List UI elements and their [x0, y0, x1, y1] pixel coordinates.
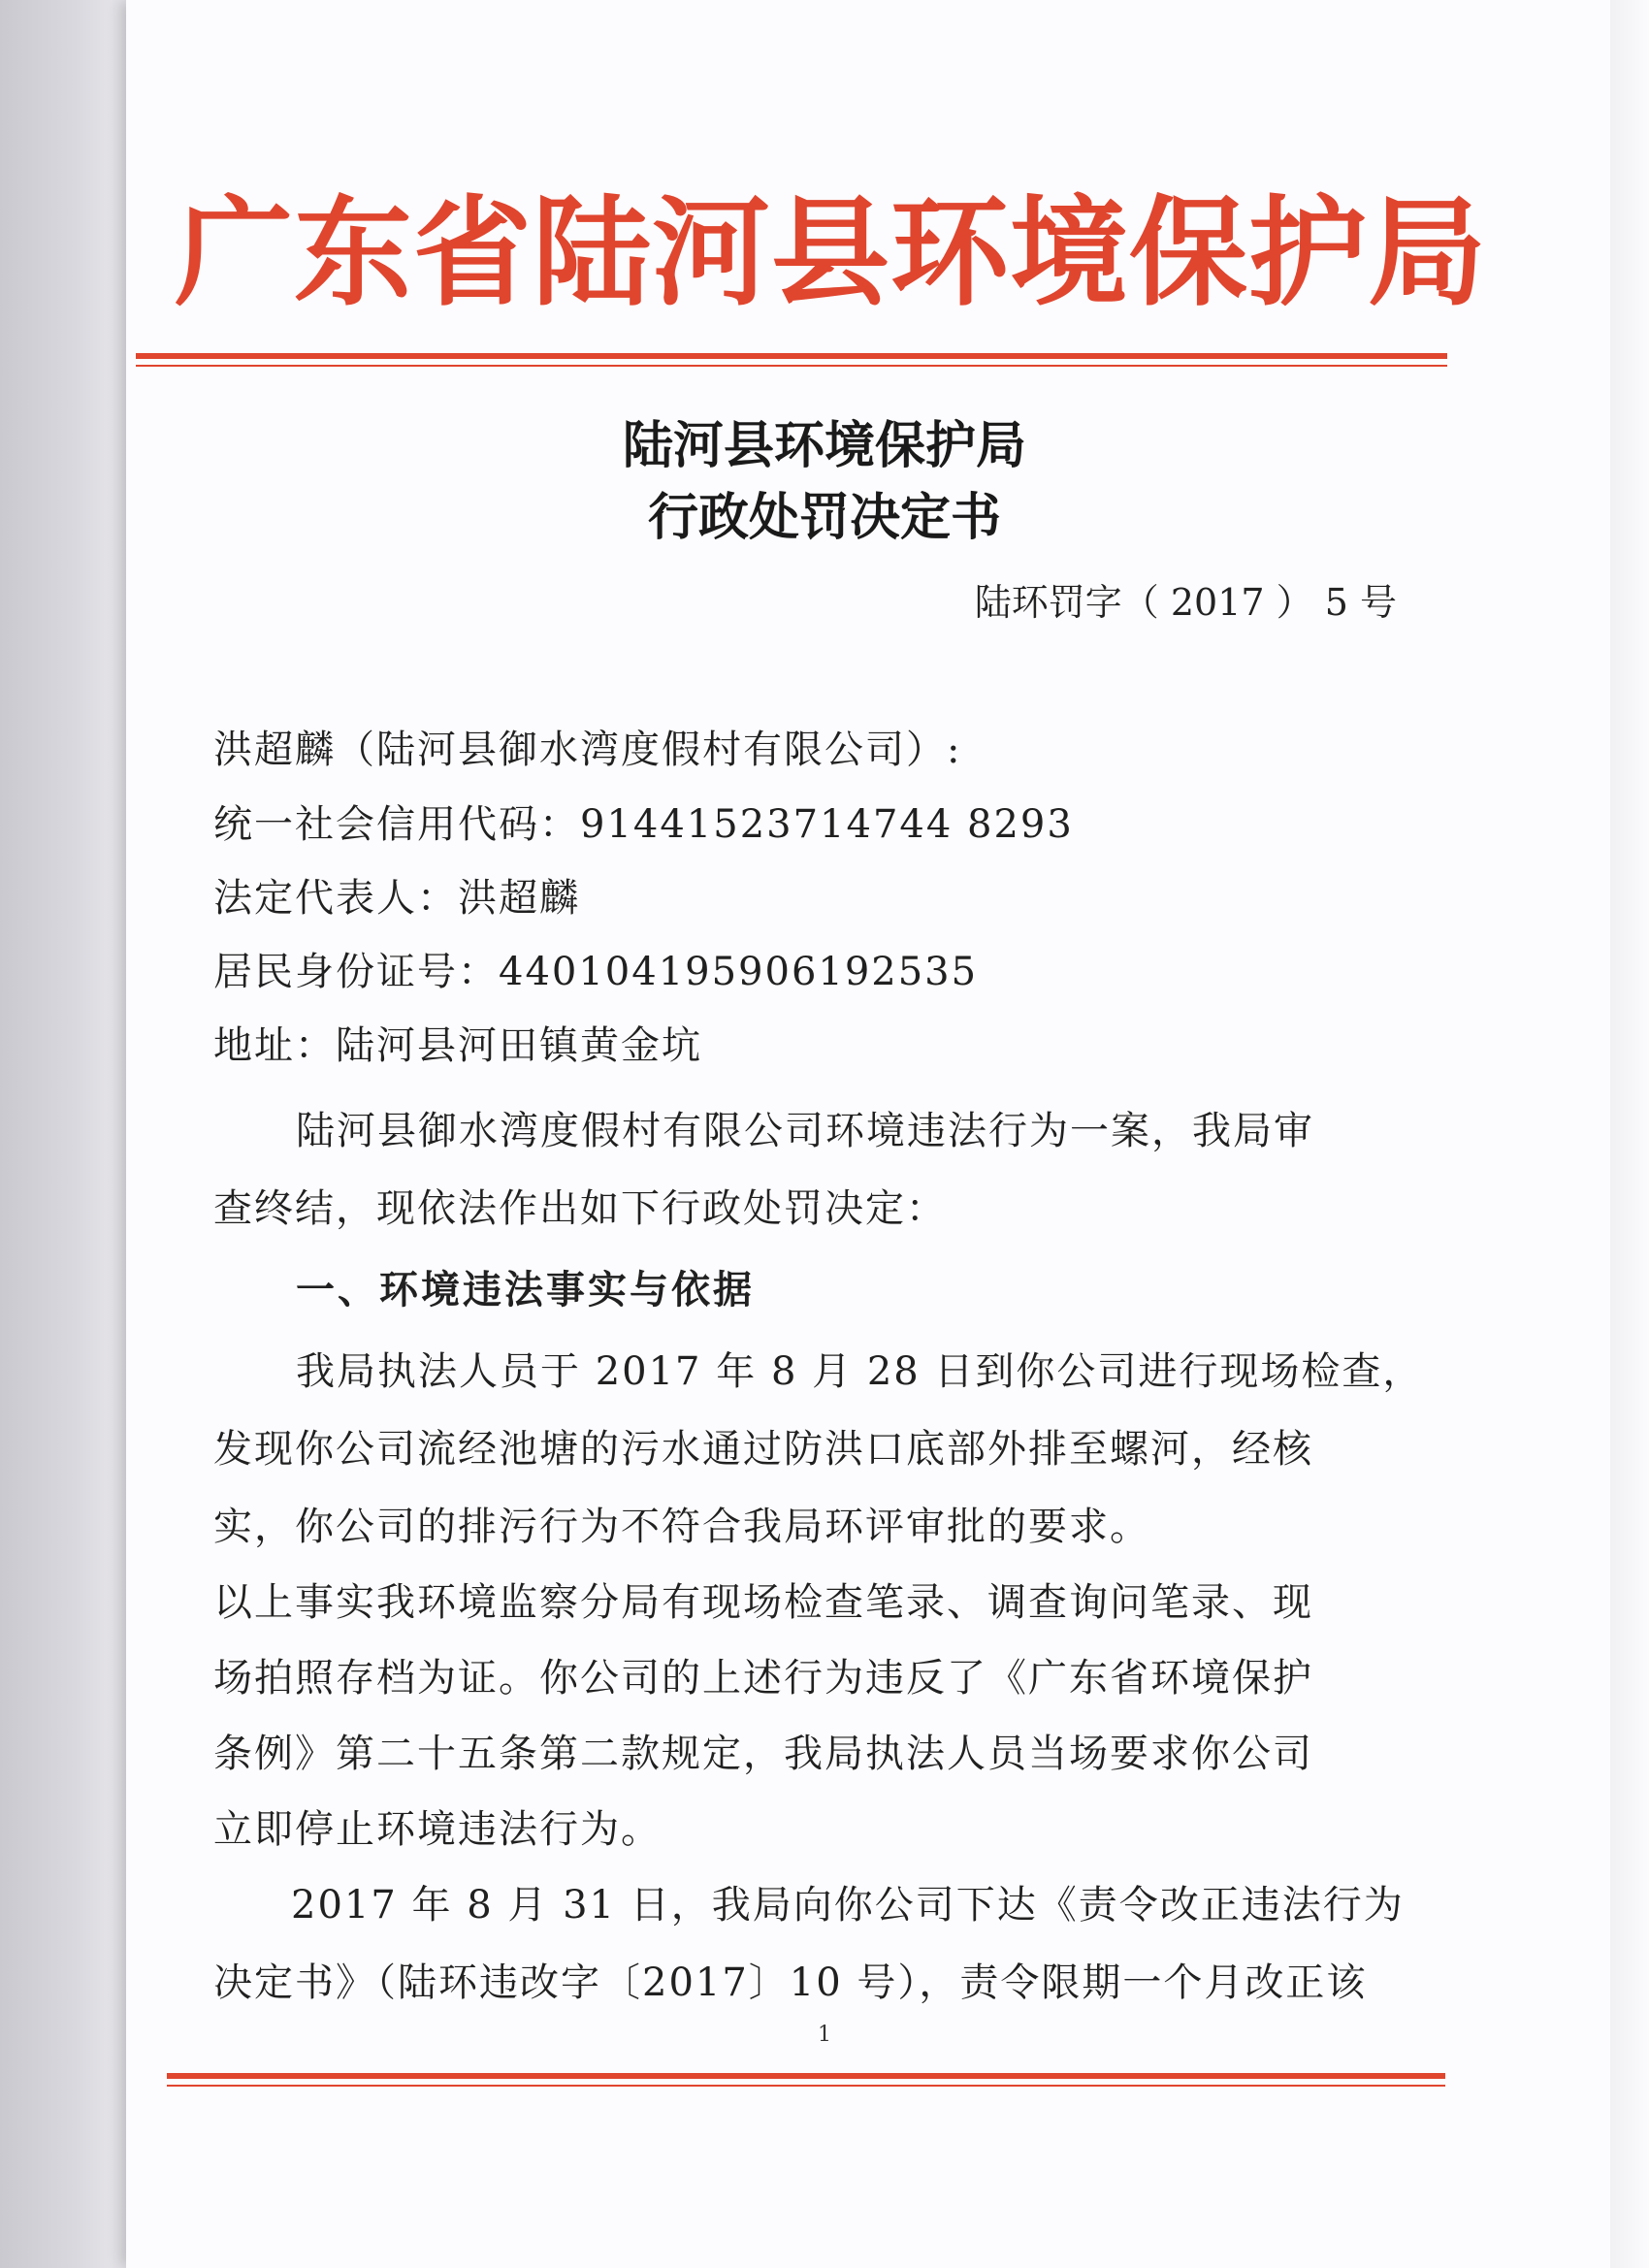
- para2-line2: 场拍照存档为证。你公司的上述行为违反了《广东省环境保护: [213, 1656, 1313, 1701]
- recipient-credit-code: 统一社会信用代码：91441523714744 8293: [213, 802, 1074, 847]
- recipient-address: 地址：陆河县河田镇黄金坑: [213, 1023, 702, 1068]
- section-heading-violation-facts: 一、环境违法事实与依据: [296, 1268, 755, 1312]
- scanner-shadow-left: [0, 0, 136, 2268]
- document-title-line1: 陆河县环境保护局: [622, 416, 1026, 475]
- page-number: 1: [818, 2023, 831, 2047]
- recipient-name: 洪超麟（陆河县御水湾度假村有限公司）:: [213, 728, 962, 772]
- letterhead-rule-thick: [136, 353, 1447, 359]
- para2-line3: 条例》第二十五条第二款规定，我局执法人员当场要求你公司: [213, 1732, 1313, 1776]
- para1-line3: 实，你公司的排污行为不符合我局环评审批的要求。: [213, 1505, 1150, 1549]
- letterhead-rule-thin: [136, 365, 1447, 367]
- para3-line2: 决定书》（陆环违改字〔2017〕10 号），责令限期一个月改正该: [213, 1960, 1368, 2005]
- intro-line2: 查终结，现依法作出如下行政处罚决定：: [213, 1186, 947, 1231]
- document-number: 陆环罚字（ 2017 ） 5 号: [974, 581, 1397, 624]
- para1-line1: 我局执法人员于 2017 年 8 月 28 日到你公司进行现场检查，: [296, 1349, 1424, 1394]
- para2-line4: 立即停止环境违法行为。: [213, 1807, 662, 1852]
- para1-line2: 发现你公司流经池塘的污水通过防洪口底部外排至螺河，经核: [213, 1427, 1313, 1472]
- letterhead-title: 广东省陆河县环境保护局: [175, 182, 1487, 322]
- recipient-legal-rep: 法定代表人：洪超麟: [213, 876, 580, 921]
- para2-line1: 以上事实我环境监察分局有现场检查笔录、调查询问笔录、现: [213, 1580, 1313, 1625]
- para3-line1: 2017 年 8 月 31 日，我局向你公司下达《责令改正违法行为: [291, 1883, 1405, 1928]
- scanner-edge-right: [1610, 0, 1649, 2268]
- intro-line1: 陆河县御水湾度假村有限公司环境违法行为一案，我局审: [296, 1109, 1314, 1153]
- document-title-line2: 行政处罚决定书: [647, 488, 1001, 547]
- footer-rule-thick: [167, 2073, 1445, 2079]
- footer-rule-thin: [167, 2085, 1445, 2087]
- recipient-id-number: 居民身份证号：440104195906192535: [213, 950, 979, 994]
